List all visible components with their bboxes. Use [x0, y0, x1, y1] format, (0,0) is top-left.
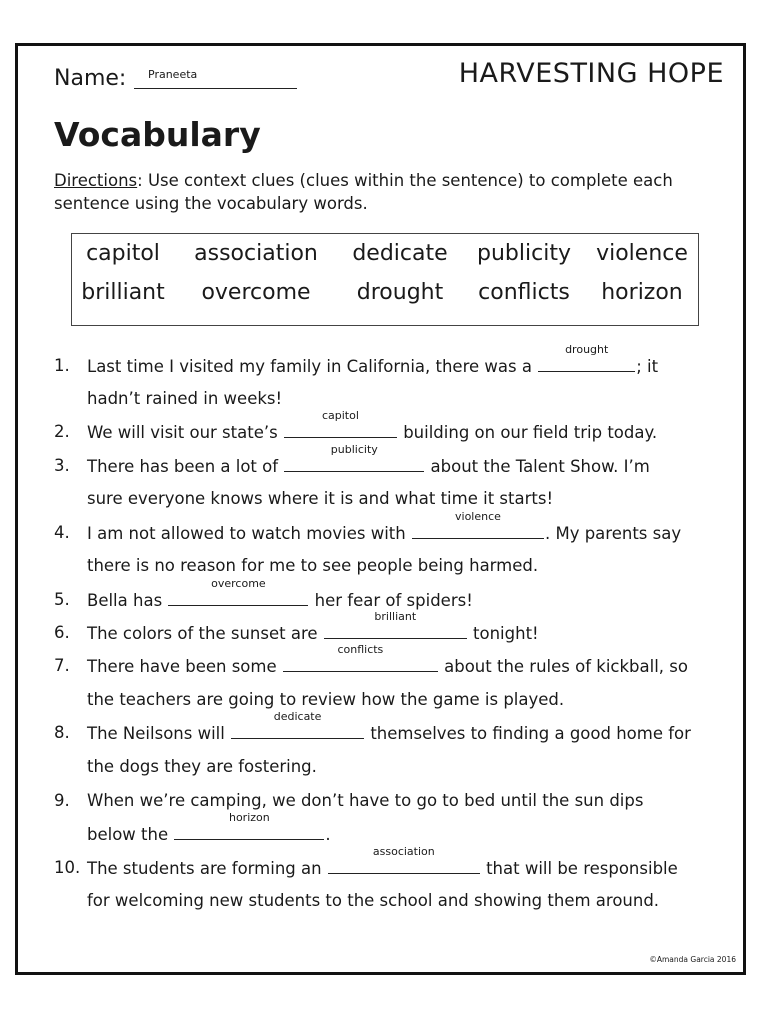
answer-blank[interactable] [412, 510, 544, 539]
word-bank-word: drought [356, 280, 444, 305]
page-heading: Vocabulary [54, 115, 261, 154]
question-text: . [325, 825, 331, 844]
question-number: 6. [54, 623, 70, 642]
question-line [87, 489, 553, 508]
question-text: for welcoming new students to the school and showing them around. [87, 891, 660, 910]
question-number: 9. [54, 791, 70, 810]
question-text: tonight! [467, 624, 539, 643]
question-text: I am not allowed to watch movies with [87, 524, 411, 543]
answer-blank[interactable] [284, 443, 424, 472]
copyright-notice: ©Amanda Garcia 2016 [649, 955, 736, 964]
question-text: her fear of spiders! [309, 591, 473, 610]
worksheet-title: HARVESTING HOPE [458, 58, 724, 89]
word-bank-word: overcome [201, 280, 311, 305]
question-text: The Neilsons will [87, 724, 231, 743]
word-bank-word: association [194, 241, 318, 266]
question-line [87, 690, 564, 709]
word-bank-word: publicity [477, 241, 571, 266]
answer-blank[interactable] [328, 845, 480, 874]
name-value: Praneeta [148, 68, 198, 81]
question-number: 10. [54, 858, 81, 877]
question-text: There has been a lot of [87, 457, 284, 476]
question-text: We will visit our state’s [87, 423, 283, 442]
question-number: 3. [54, 456, 70, 475]
question-line [87, 343, 659, 376]
question-number: 2. [54, 422, 70, 441]
question-number: 5. [54, 590, 70, 609]
answer-blank[interactable] [231, 710, 364, 739]
answer-text: overcome [211, 577, 266, 590]
question-line [87, 757, 317, 776]
question-line [87, 811, 331, 844]
question-text: the teachers are going to review how the game is played. [87, 690, 565, 709]
question-line [87, 845, 678, 878]
question-text: there is no reason for me to see people being harmed. [87, 556, 539, 575]
question-text: The colors of the sunset are [87, 624, 323, 643]
word-bank-word: capitol [86, 241, 160, 266]
answer-blank[interactable] [538, 343, 635, 372]
question-text: that will be responsible [480, 859, 678, 878]
question-text: Bella has [87, 591, 168, 610]
answer-text: violence [455, 510, 501, 523]
question-line [87, 409, 658, 442]
question-text: building on our field trip today. [397, 423, 658, 442]
word-bank-word: horizon [601, 280, 683, 305]
answer-blank[interactable] [168, 577, 308, 606]
answer-text: horizon [228, 811, 270, 824]
answer-text: association [372, 845, 435, 858]
question-text: When we’re camping, we don’t have to go to bed until the sun dips [87, 791, 644, 810]
question-text: about the Talent Show. I’m [425, 457, 650, 476]
question-text: ; it [636, 357, 659, 376]
answer-text: publicity [330, 443, 378, 456]
answer-text: capitol [321, 409, 359, 422]
answer-text: conflicts [337, 643, 384, 656]
word-bank [71, 233, 699, 326]
question-text: the dogs they are fostering. [87, 757, 317, 776]
question-line [87, 610, 539, 643]
answer-text: dedicate [273, 710, 322, 723]
question-text: hadn’t rained in weeks! [87, 389, 283, 408]
question-text: . My parents say [544, 524, 682, 543]
word-bank-word: brilliant [81, 280, 165, 305]
question-number: 8. [54, 723, 70, 742]
question-text: about the rules of kickball, so [438, 657, 688, 676]
name-line[interactable] [134, 88, 297, 89]
question-line [87, 791, 643, 810]
question-line [87, 577, 473, 610]
directions-text: : Use context clues (clues within the sentence) to complete each sentence using the vocabulary words. [54, 171, 673, 213]
question-line [87, 710, 691, 743]
word-bank-word: violence [596, 241, 688, 266]
answer-blank[interactable] [174, 811, 324, 840]
directions-label: Directions [54, 171, 138, 190]
answer-blank[interactable] [284, 409, 397, 438]
question-line [87, 389, 282, 408]
question-text: sure everyone knows where it is and what time it starts! [87, 489, 554, 508]
question-line [87, 643, 688, 676]
question-text: There have been some [87, 657, 282, 676]
question-text: Last time I visited my family in California, there was a [87, 357, 538, 376]
question-text: below the [87, 825, 174, 844]
question-line [87, 891, 659, 910]
question-number: 1. [54, 356, 70, 375]
question-line [87, 556, 538, 575]
answer-blank[interactable] [324, 610, 467, 639]
answer-text: drought [565, 343, 609, 356]
question-line [87, 443, 650, 476]
question-number: 4. [54, 523, 70, 542]
answer-text: brilliant [374, 610, 417, 623]
question-text: themselves to finding a good home for [365, 724, 691, 743]
question-line [87, 510, 682, 543]
word-bank-word: dedicate [352, 241, 448, 266]
question-text: The students are forming an [87, 859, 327, 878]
word-bank-word: conflicts [478, 280, 570, 305]
name-label: Name: [54, 66, 127, 91]
directions [54, 169, 734, 215]
question-number: 7. [54, 656, 70, 675]
answer-blank[interactable] [283, 643, 438, 672]
